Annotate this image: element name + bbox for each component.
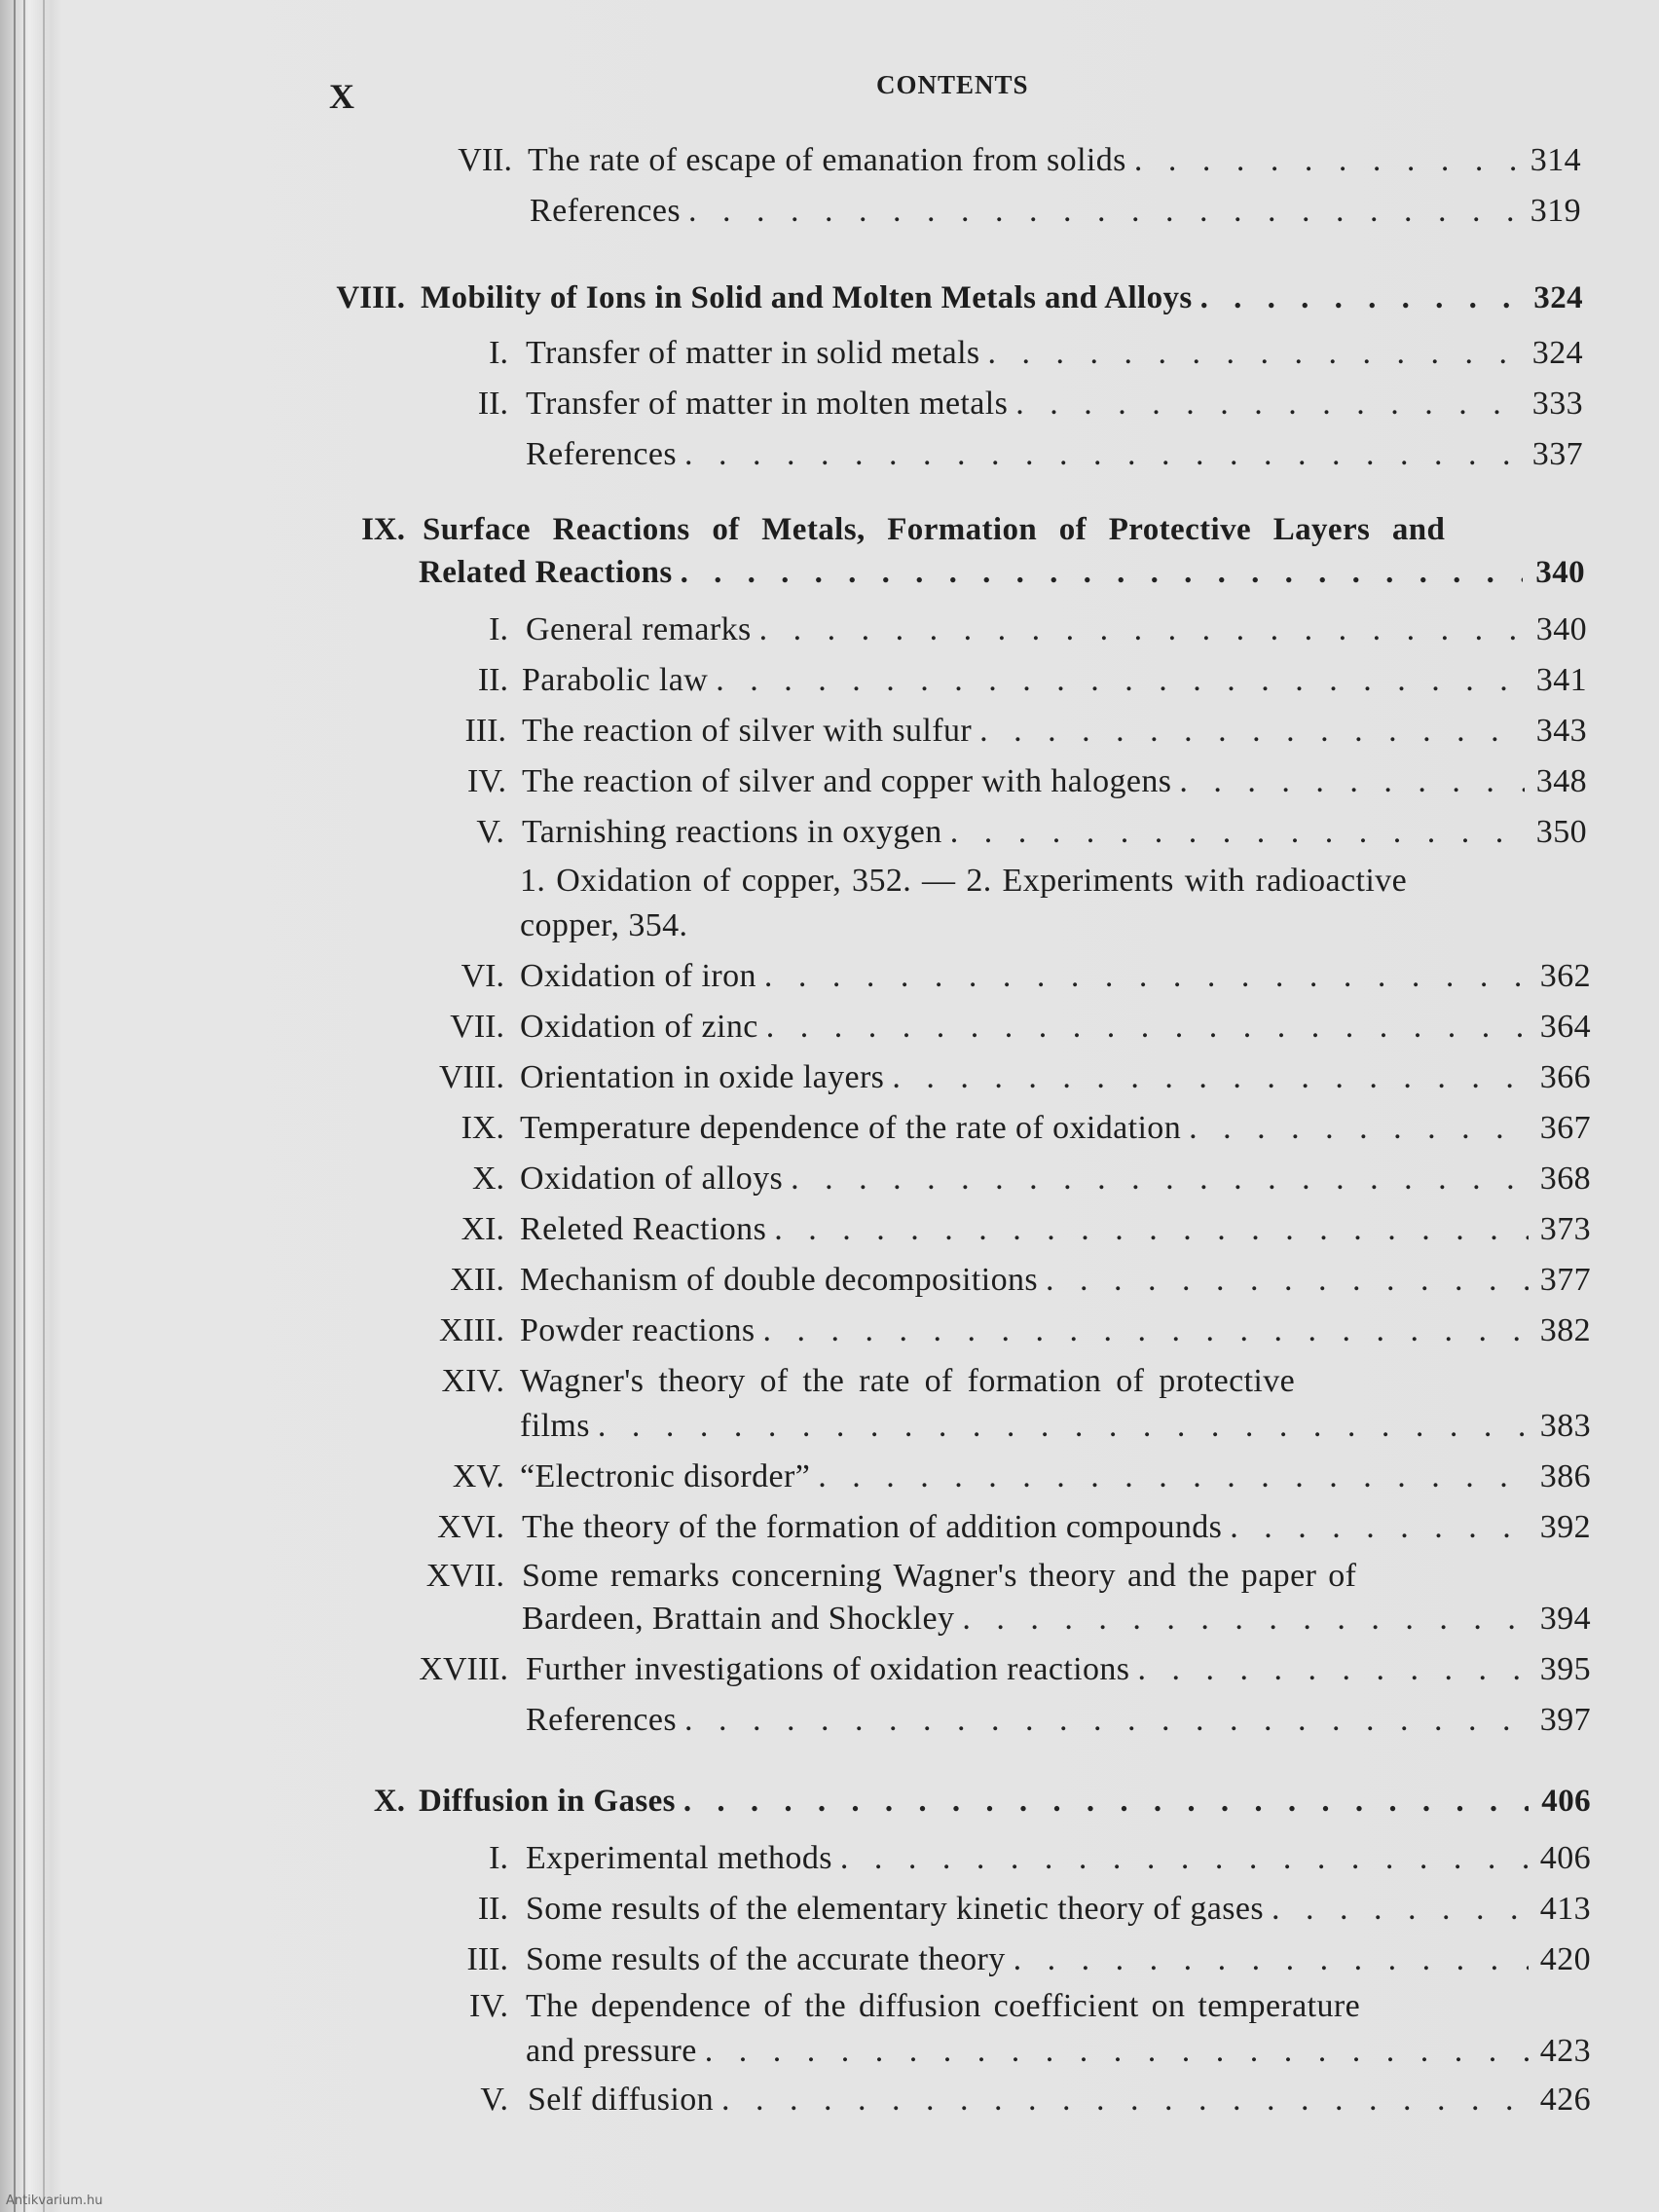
section-title: Transfer of matter in solid metals <box>526 335 980 371</box>
page-number: 423 <box>1539 2033 1591 2069</box>
toc-line <box>520 1110 1591 1147</box>
section-number: XV. <box>452 1458 504 1494</box>
dot-leader <box>697 2033 1529 2070</box>
running-head <box>0 70 1659 116</box>
section-number: X. <box>471 1161 504 1197</box>
toc-line <box>520 1211 1591 1248</box>
section-title: The theory of the formation of addition compounds <box>522 1509 1223 1545</box>
page-number: 343 <box>1535 713 1587 749</box>
page-number: 383 <box>1539 1408 1591 1444</box>
page-number: 397 <box>1539 1702 1591 1738</box>
page-number: 426 <box>1539 2082 1591 2118</box>
toc-line <box>419 555 1585 591</box>
chapter-number: IX. <box>361 512 405 547</box>
dot-leader <box>677 436 1521 473</box>
dot-leader <box>676 1784 1529 1820</box>
section-title: The rate of escape of emanation from solids <box>528 142 1126 178</box>
section-number: III. <box>466 1941 508 1977</box>
section-title: and pressure <box>526 2033 697 2069</box>
toc-line <box>526 2033 1591 2070</box>
section-number: VI. <box>461 958 504 994</box>
section-title: Transfer of matter in molten metals <box>526 386 1009 422</box>
chapter-title: Related Reactions <box>419 555 673 590</box>
toc-line <box>522 814 1587 851</box>
page-number: 333 <box>1531 386 1583 422</box>
dot-leader <box>884 1059 1529 1096</box>
toc-line <box>526 386 1583 423</box>
section-title: Experimental methods <box>526 1840 832 1876</box>
dot-leader <box>1181 1110 1529 1147</box>
toc-line <box>526 335 1583 372</box>
dot-leader <box>758 1009 1529 1046</box>
page-edge-line <box>23 0 25 2212</box>
page-number: 340 <box>1535 555 1585 590</box>
section-number: II. <box>477 1891 508 1927</box>
page-number: 337 <box>1531 436 1583 472</box>
page-number: 395 <box>1539 1651 1591 1687</box>
section-title: The reaction of silver and copper with halogens <box>522 763 1172 799</box>
toc-line <box>520 958 1591 995</box>
section-title: Oxidation of alloys <box>520 1161 784 1197</box>
page-number: 350 <box>1535 814 1587 850</box>
toc-line <box>522 1509 1591 1546</box>
section-number: II. <box>477 662 508 698</box>
toc-line <box>421 280 1583 316</box>
toc-line <box>522 1601 1591 1638</box>
page-number: 362 <box>1539 958 1591 994</box>
page-number: 394 <box>1539 1601 1591 1637</box>
section-title: Releted Reactions <box>520 1211 767 1247</box>
dot-leader <box>1006 1941 1529 1978</box>
dot-leader <box>677 1702 1529 1739</box>
chapter-title: Mobility of Ions in Solid and Molten Metals and Alloys <box>421 280 1193 315</box>
dot-leader <box>673 555 1523 591</box>
page-number: 367 <box>1539 1110 1591 1146</box>
toc-line <box>528 142 1581 179</box>
section-number: XIV. <box>441 1363 504 1399</box>
dot-leader <box>1264 1891 1529 1928</box>
dot-leader <box>832 1840 1529 1877</box>
section-title: “Electronic disorder” <box>520 1458 811 1494</box>
section-title: Self diffusion <box>528 2082 715 2118</box>
section-number: I. <box>489 335 508 371</box>
section-title: Tarnishing reactions in oxygen <box>522 814 942 850</box>
section-title: General remarks <box>526 611 752 647</box>
section-number: V. <box>476 814 504 850</box>
toc-line <box>526 1702 1591 1739</box>
toc-line <box>419 1784 1591 1820</box>
dot-leader <box>714 2082 1529 2119</box>
section-title: Oxidation of zinc <box>520 1009 758 1045</box>
toc-line <box>526 1891 1591 1928</box>
page-number: 373 <box>1539 1211 1591 1247</box>
toc-line <box>520 1408 1591 1445</box>
section-title: Bardeen, Brattain and Shockley <box>522 1601 955 1637</box>
section-number: XVI. <box>437 1509 504 1545</box>
dot-leader <box>681 193 1519 230</box>
dot-leader <box>783 1161 1529 1198</box>
section-title: films <box>520 1408 590 1444</box>
dot-leader <box>1129 1651 1529 1688</box>
dot-leader <box>980 335 1521 372</box>
section-title: Temperature dependence of the rate of oxidation <box>520 1110 1182 1146</box>
running-head-title: CONTENTS <box>876 70 1029 99</box>
dot-leader <box>708 662 1525 699</box>
section-number: VII. <box>450 1009 504 1045</box>
page-edge-line <box>14 0 16 2212</box>
chapter-number: VIII. <box>336 280 405 315</box>
toc-line <box>530 193 1581 230</box>
chapter-number: X. <box>373 1784 405 1819</box>
dot-leader <box>1171 763 1525 800</box>
toc-line <box>526 611 1587 648</box>
page-number: 364 <box>1539 1009 1591 1045</box>
toc-line <box>520 1161 1591 1198</box>
section-number: XIII. <box>438 1312 504 1348</box>
page-number: 386 <box>1539 1458 1591 1494</box>
page-number: 420 <box>1539 1941 1591 1977</box>
toc-line <box>526 436 1583 473</box>
page-number: 319 <box>1530 193 1581 229</box>
section-number: IX. <box>461 1110 504 1146</box>
section-title: Some results of the elementary kinetic theory of gases <box>526 1891 1265 1927</box>
page-number: 324 <box>1533 280 1583 315</box>
section-title-line: Wagner's theory of the rate of formation of protective <box>520 1363 1296 1399</box>
page-number: 324 <box>1531 335 1583 371</box>
section-number: XII. <box>450 1262 504 1298</box>
page-number: 368 <box>1539 1161 1591 1197</box>
dot-leader <box>1222 1509 1529 1546</box>
dot-leader <box>1126 142 1519 179</box>
section-number: II. <box>477 386 508 422</box>
toc-line <box>528 2082 1591 2119</box>
section-title: The reaction of silver with sulfur <box>522 713 973 749</box>
subsection-note-line: copper, 354. <box>520 907 688 943</box>
page-number: 392 <box>1539 1509 1591 1545</box>
dot-leader <box>972 713 1525 750</box>
toc-line <box>522 763 1587 800</box>
watermark: Antikvarium.hu <box>6 2194 103 2208</box>
page-number: 406 <box>1541 1784 1591 1819</box>
subsection-note-line: 1. Oxidation of copper, 352. — 2. Experiments with radioactive <box>520 863 1408 899</box>
toc-line <box>522 662 1587 699</box>
dot-leader <box>1193 280 1521 316</box>
page-number: 340 <box>1535 611 1587 647</box>
section-title-line: Some remarks concerning Wagner's theory and the paper of <box>522 1558 1357 1594</box>
section-title: Some results of the accurate theory <box>526 1941 1006 1977</box>
dot-leader <box>756 958 1529 995</box>
toc-line <box>522 713 1587 750</box>
section-title: References <box>526 436 678 472</box>
section-title: Orientation in oxide layers <box>520 1059 885 1095</box>
toc-line <box>520 1009 1591 1046</box>
toc-line <box>520 1262 1591 1299</box>
section-title: Mechanism of double decompositions <box>520 1262 1039 1298</box>
section-number: I. <box>489 1840 508 1876</box>
page-number: 377 <box>1539 1262 1591 1298</box>
page-edge-line <box>43 0 45 2212</box>
section-number: XI. <box>461 1211 504 1247</box>
toc-line <box>520 1458 1591 1495</box>
section-title: Parabolic law <box>522 662 709 698</box>
toc-line <box>520 1312 1591 1349</box>
dot-leader <box>752 611 1525 648</box>
dot-leader <box>810 1458 1529 1495</box>
toc-line <box>526 1941 1591 1978</box>
chapter-title: Diffusion in Gases <box>419 1784 676 1819</box>
dot-leader <box>1038 1262 1529 1299</box>
dot-leader <box>766 1211 1529 1248</box>
chapter-title-line: Surface Reactions of Metals, Formation of Protective Layers and <box>423 512 1446 547</box>
section-number: IV. <box>467 763 506 799</box>
section-title: Powder reactions <box>520 1312 756 1348</box>
dot-leader <box>756 1312 1530 1349</box>
page-number: 406 <box>1539 1840 1591 1876</box>
section-number: XVIII. <box>419 1651 508 1687</box>
page-number: 348 <box>1535 763 1587 799</box>
page-number: 314 <box>1530 142 1581 178</box>
section-number: VII. <box>458 142 512 178</box>
page-number: 341 <box>1535 662 1587 698</box>
section-number: IV. <box>469 1988 508 2024</box>
dot-leader <box>954 1601 1529 1638</box>
section-number: VIII. <box>438 1059 504 1095</box>
toc-line <box>526 1651 1591 1688</box>
page-number: 413 <box>1539 1891 1591 1927</box>
toc-line <box>526 1840 1591 1877</box>
toc-line <box>520 1059 1591 1096</box>
section-title: Further investigations of oxidation reactions <box>526 1651 1130 1687</box>
dot-leader <box>942 814 1525 851</box>
section-number: XVII. <box>425 1558 504 1594</box>
section-title-line: The dependence of the diffusion coefficient on temperature <box>526 1988 1361 2024</box>
dot-leader <box>1008 386 1521 423</box>
dot-leader <box>590 1408 1529 1445</box>
section-number: I. <box>489 611 508 647</box>
page-number: 366 <box>1539 1059 1591 1095</box>
section-title: References <box>526 1702 678 1738</box>
page-number: 382 <box>1539 1312 1591 1348</box>
section-number: III. <box>464 713 506 749</box>
page-folio: X <box>329 77 355 116</box>
section-title: Oxidation of iron <box>520 958 756 994</box>
section-number: V. <box>480 2082 508 2118</box>
section-title: References <box>530 193 682 229</box>
